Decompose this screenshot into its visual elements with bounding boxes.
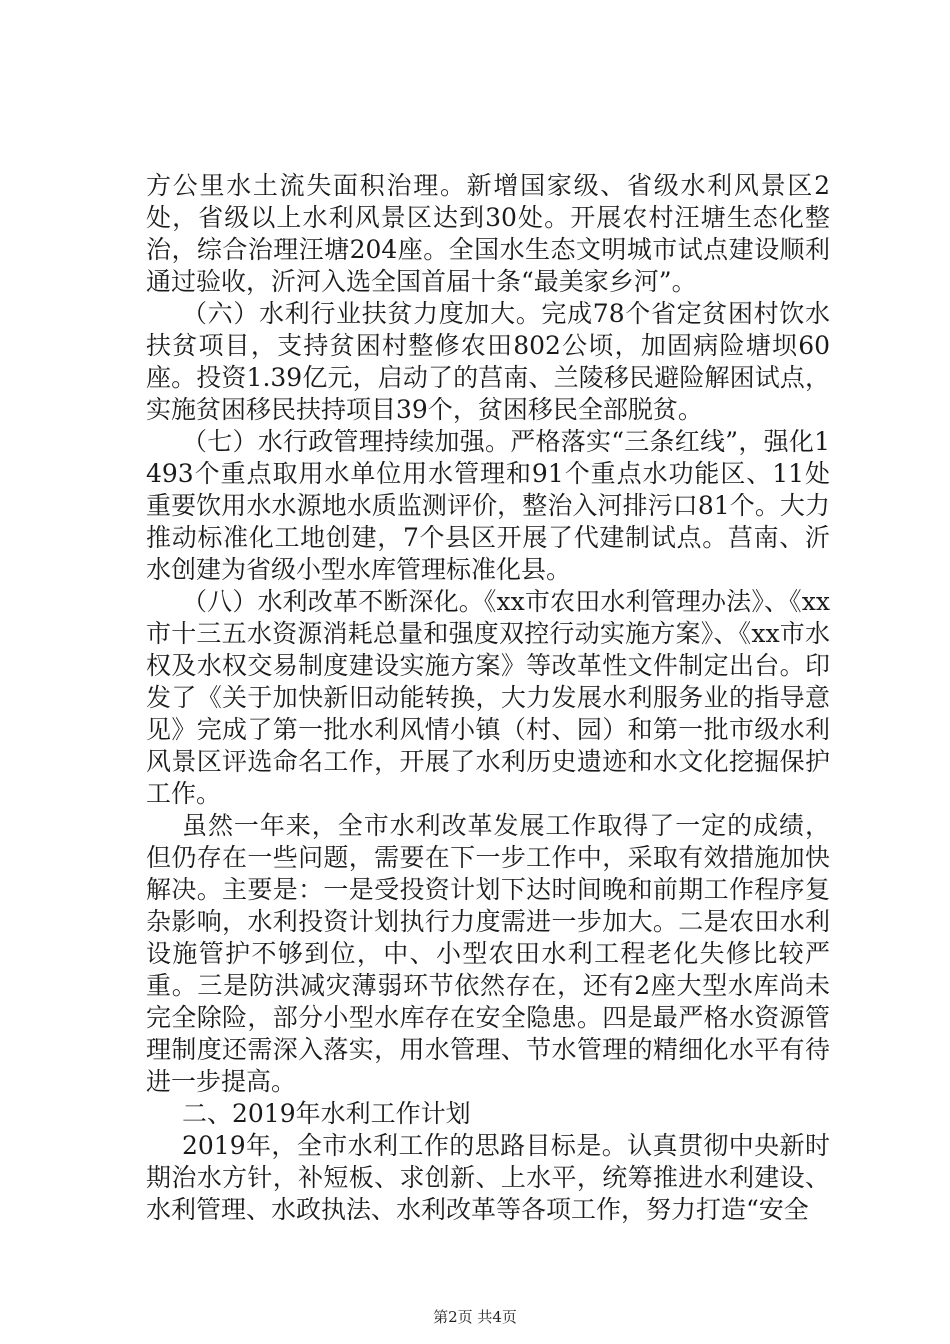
paragraph-water-administration: （七）水行政管理持续加强。严格落实“三条红线”，强化1493个重点取用水单位用水管理和91个重点水功能区、11处重要饮用水水源地水质监测评价，整治入河排污口81个。大力推动标准化工地创建，7个县区开展了代建制试点。莒南、沂水创建为省级小型水库管理标准化县。 <box>146 427 830 584</box>
paragraph-poverty-alleviation: （六）水利行业扶贫力度加大。完成78个省定贫困村饮水扶贫项目，支持贫困村整修农田802公顷，加固病险塘坝60座。投资1.39亿元，启动了的莒南、兰陵移民避险解困试点，实施贫困移民扶持项目39个，贫困移民全部脱贫。 <box>146 299 830 424</box>
paragraph-2019-goals: 2019年，全市水利工作的思路目标是。认真贯彻中央新时期治水方针，补短板、求创新、上水平，统筹推进水利建设、水利管理、水政执法、水利改革等各项工作，努力打造“安全 <box>146 1131 830 1224</box>
paragraph-water-reform: （八）水利改革不断深化。《xx市农田水利管理办法》、《xx市十三五水资源消耗总量和强度双控行动实施方案》、《xx市水权及水权交易制度建设实施方案》等改革性文件制定出台。印发了《关于加快新旧动能转换，大力发展水利服务业的指导意见》完成了第一批水利风情小镇（村、园）和第一批市级水利风景区评选命名工作，开展了水利历史遗迹和水文化挖掘保护工作。 <box>146 587 830 808</box>
page-number-footer: 第2页 共4页 <box>433 1308 517 1326</box>
paragraph-water-ecology-summary: 方公里水土流失面积治理。新增国家级、省级水利风景区2处，省级以上水利风景区达到30处。开展农村汪塘生态化整治，综合治理汪塘204座。全国水生态文明城市试点建设顺利通过验收，沂河入选全国首届十条“最美家乡河”。 <box>146 171 830 296</box>
paragraph-existing-problems: 虽然一年来，全市水利改革发展工作取得了一定的成绩，但仍存在一些问题，需要在下一步工作中，采取有效措施加快解决。主要是：一是受投资计划下达时间晚和前期工作程序复杂影响，水利投资计划执行力度需进一步加大。二是农田水利设施管护不够到位，中、小型农田水利工程老化失修比较严重。三是防洪减灾薄弱环节依然存在，还有2座大型水库尚未完全除险，部分小型水库存在安全隐患。四是最严格水资源管理制度还需深入落实，用水管理、节水管理的精细化水平有待进一步提高。 <box>146 811 830 1096</box>
document-body <box>146 170 830 1226</box>
section-heading-2019-plan: 二、2019年水利工作计划 <box>182 1099 471 1128</box>
